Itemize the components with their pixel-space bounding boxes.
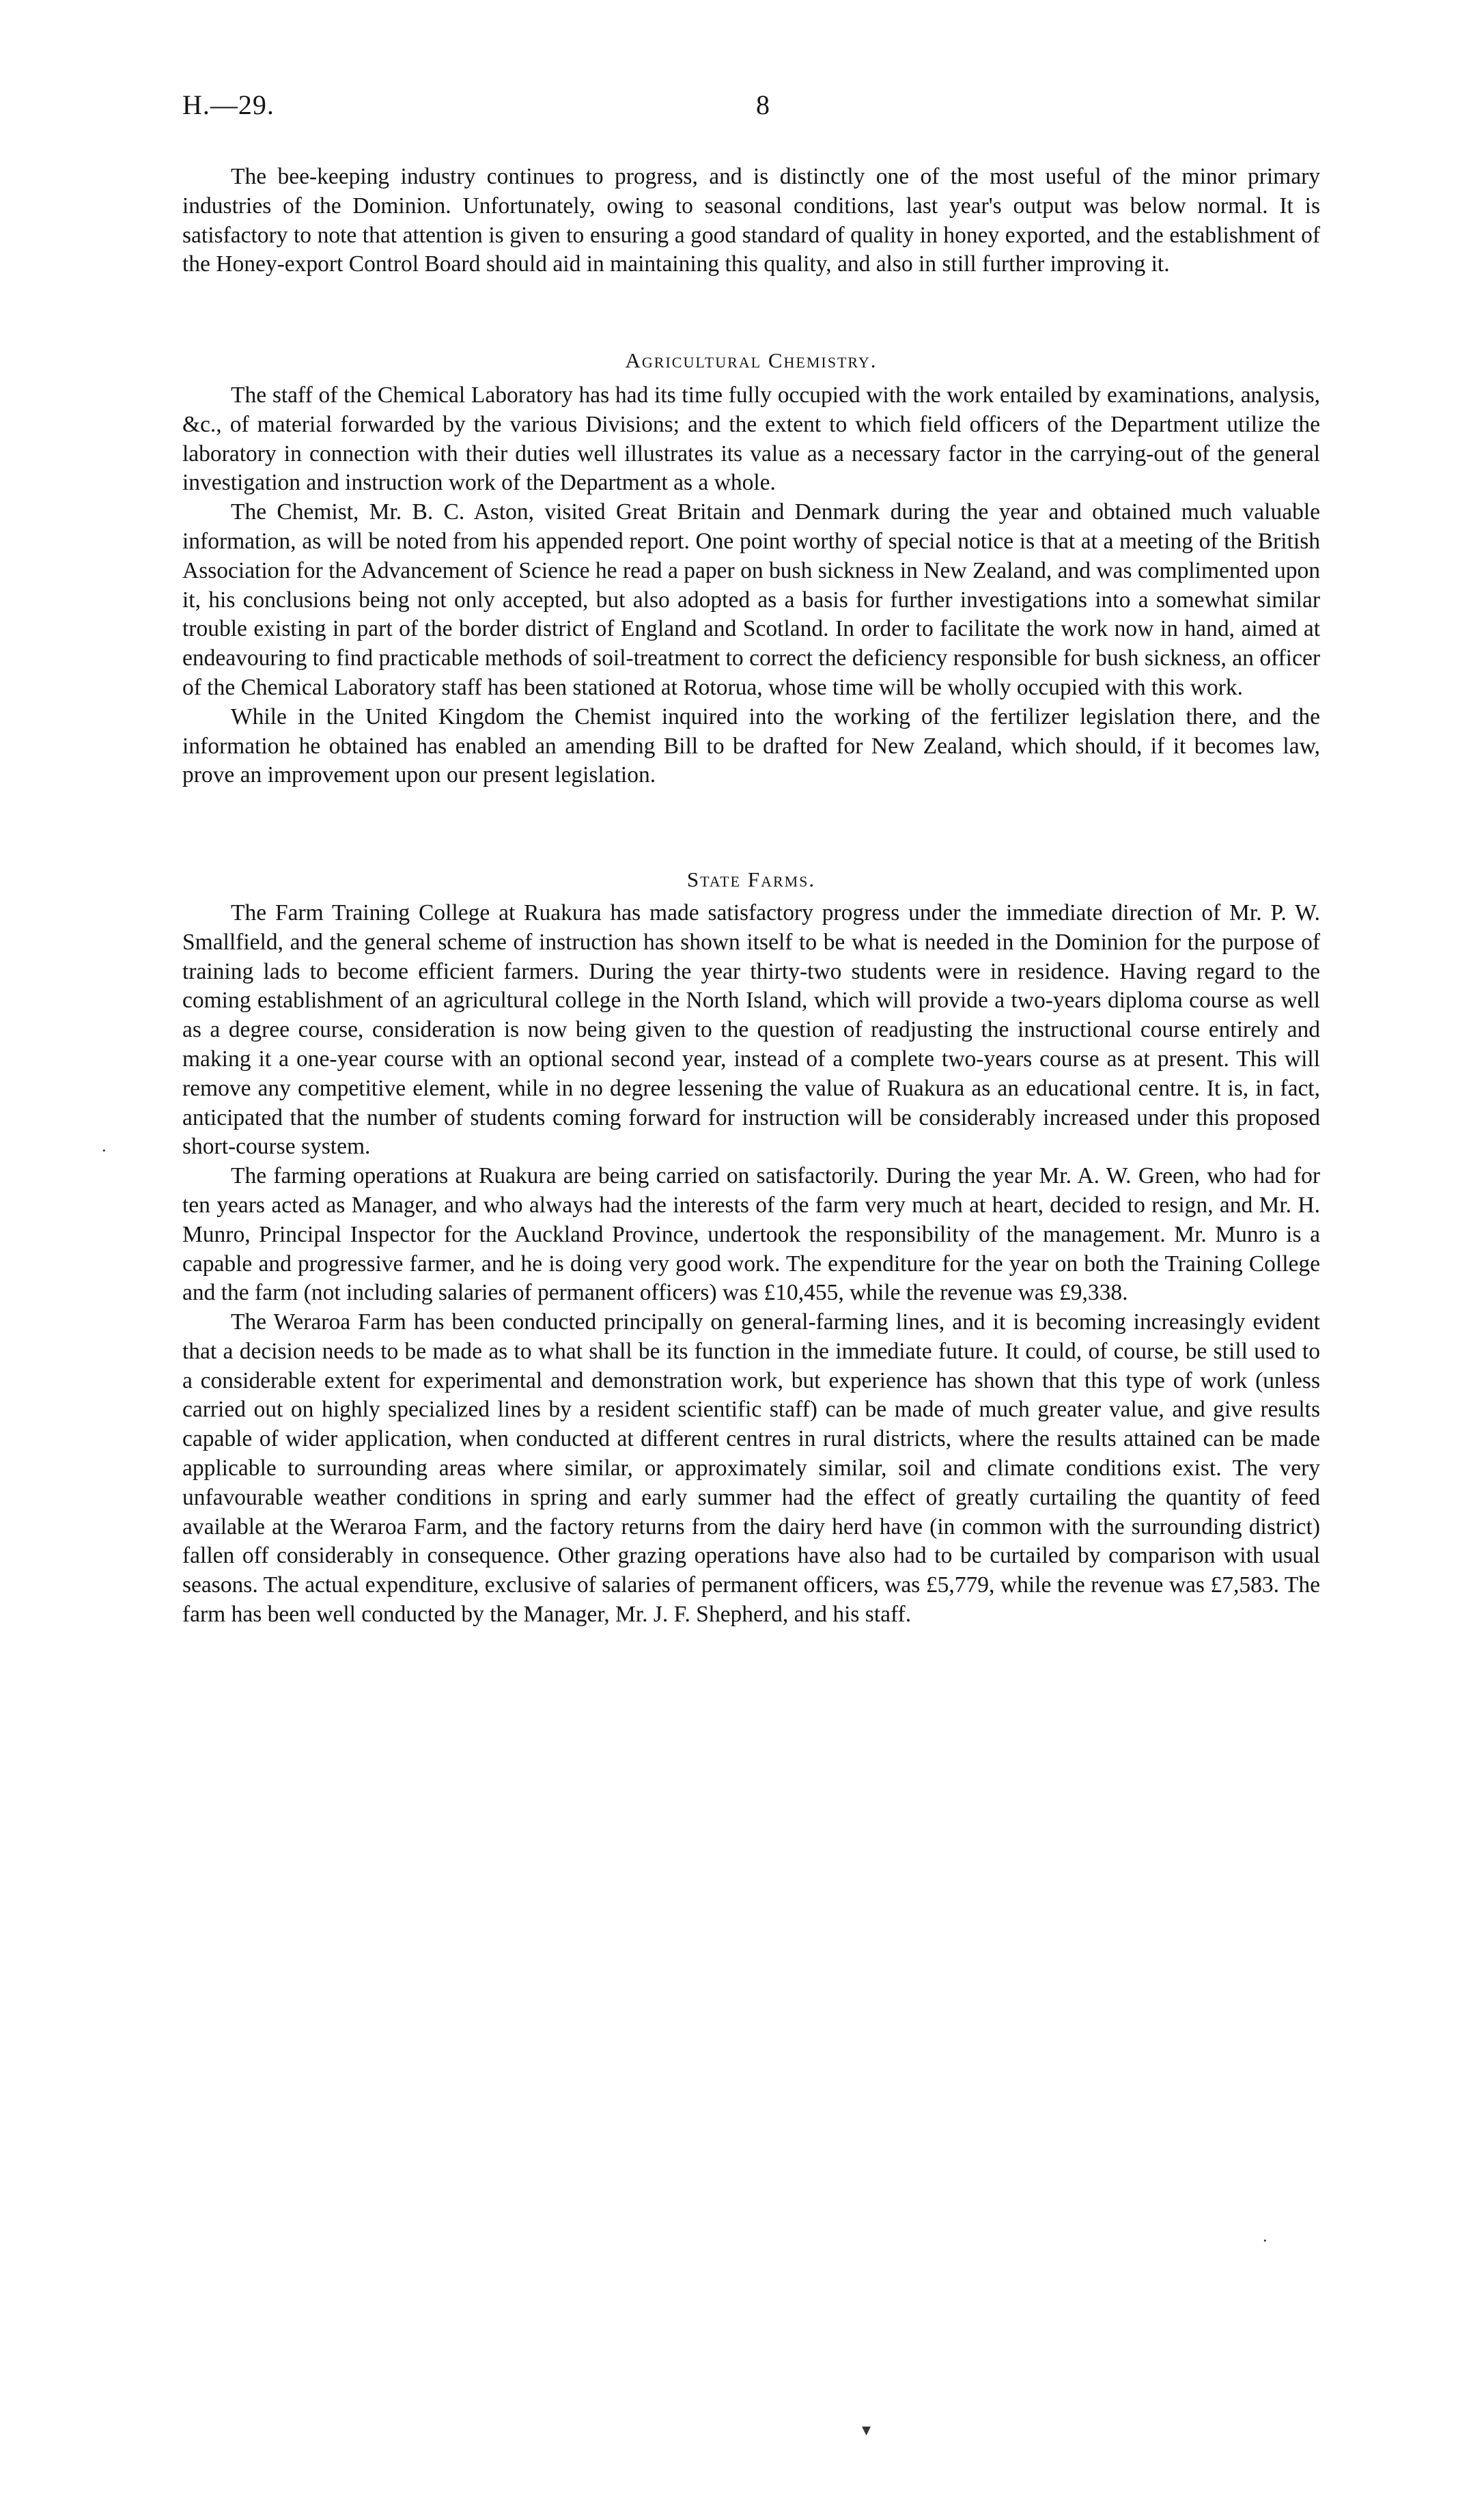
- paragraph: The Weraroa Farm has been conducted principally on general-farming lines, and it is becoming increasingly evident that a decision needs to be made as to what shall be its function in the immediate future. It could, of course, be still used to a considerable extent for experimental and demonstration work, but experience has shown that this type of work (unless carried out on highly specialized lines by a resident scientific staff) can be made of much greater value, and give results capable of wider application, when conducted at different centres in rural districts, where the results attained can be made applicable to surrounding areas where similar, or approximately similar, soil and climate conditions exist. The very unfavourable weather conditions in spring and early summer had the effect of greatly curtailing the quantity of feed available at the Weraroa Farm, and the factory returns from the dairy herd have (in common with the surrounding district) fallen off considerably in consequence. Other grazing operations have also had to be curtailed by comparison with usual seasons. The actual expenditure, exclusive of salaries of permanent officers, was £5,779, while the revenue was £7,583. The farm has been well conducted by the Manager, Mr. J. F. Shepherd, and his staff.: [182, 1309, 1320, 1628]
- scan-speck-mark: ·: [101, 1141, 107, 1160]
- page-number: 8: [756, 89, 770, 120]
- scan-speck-mark: ▾: [862, 2420, 871, 2440]
- section-agricultural-chemistry: [182, 346, 1320, 790]
- scan-speck-mark: ·: [1262, 2231, 1268, 2251]
- paragraph: The Farm Training College at Ruakura has made satisfactory progress under the immediate direction of Mr. P. W. Smallfield, and the general scheme of instruction has shown itself to be what is needed in the Dominion for the purpose of training lads to become efficient farmers. During the year thirty-two students were in residence. Having regard to the coming establishment of an agricultural college in the North Island, which will provide a two-years diploma course as well as a degree course, consideration is now being given to the question of readjusting the instructional course entirely and making it a one-year course with an optional second year, instead of a complete two-years course as at present. This will remove any competitive element, while in no degree lessening the value of Ruakura as an educational centre. It is, in fact, anticipated that the number of students coming forward for instruction will be considerably increased under this proposed short-course system.: [182, 900, 1320, 1160]
- section-heading: Agricultural Chemistry.: [625, 348, 878, 373]
- paragraph: The bee-keeping industry continues to progress, and is distinctly one of the most useful of the minor primary industries of the Dominion. Unfortunately, owing to seasonal conditions, last year's output was below normal. It is satisfactory to note that attention is given to ensuring a good standard of quality in honey exported, and the establishment of the Honey-export Control Board should aid in maintaining this quality, and also in still further improving it.: [182, 164, 1320, 277]
- document-reference: H.—29.: [182, 89, 275, 120]
- section-state-farms: [182, 865, 1320, 1630]
- page-header: [182, 89, 1319, 130]
- paragraph: The Chemist, Mr. B. C. Aston, visited Great Britain and Denmark during the year and obtained much valuable information, as will be noted from his appended report. One point worthy of special notice is that at a meeting of the British Association for the Advancement of Science he read a paper on bush sickness in New Zealand, and was complimented upon it, his conclusions being not only accepted, but also adopted as a basis for further investigations into a somewhat similar trouble existing in part of the border district of England and Scotland. In order to facilitate the work now in hand, aimed at endeavouring to find practicable methods of soil-treatment to correct the deficiency responsible for bush sickness, an officer of the Chemical Laboratory staff has been stationed at Rotorua, whose time will be wholly occupied with this work.: [182, 499, 1320, 700]
- paragraph: The farming operations at Ruakura are being carried on satisfactorily. During the year Mr. A. W. Green, who had for ten years acted as Manager, and who always had the interests of the farm very much at heart, decided to resign, and Mr. H. Munro, Principal Inspector for the Auckland Province, undertook the responsibility of the management. Mr. Munro is a capable and progressive farmer, and he is doing very good work. The expenditure for the year on both the Training College and the farm (not including salaries of permanent officers) was £10,455, while the revenue was £9,338.: [182, 1163, 1320, 1306]
- section-bee-keeping: [182, 163, 1320, 279]
- paragraph: While in the United Kingdom the Chemist inquired into the working of the fertilizer legislation there, and the information he obtained has enabled an amending Bill to be drafted for New Zealand, which should, if it becomes law, prove an improvement upon our present legislation.: [182, 704, 1320, 788]
- section-heading: State Farms.: [686, 867, 816, 892]
- paragraph: The staff of the Chemical Laboratory has had its time fully occupied with the work entailed by examinations, analysis, &c., of material forwarded by the various Divisions; and the extent to which field officers of the Department utilize the laboratory in connection with their duties well illustrates its value as a necessary factor in the carrying-out of the general investigation and instruction work of the Department as a whole.: [182, 382, 1320, 496]
- page-body: [182, 163, 1320, 1630]
